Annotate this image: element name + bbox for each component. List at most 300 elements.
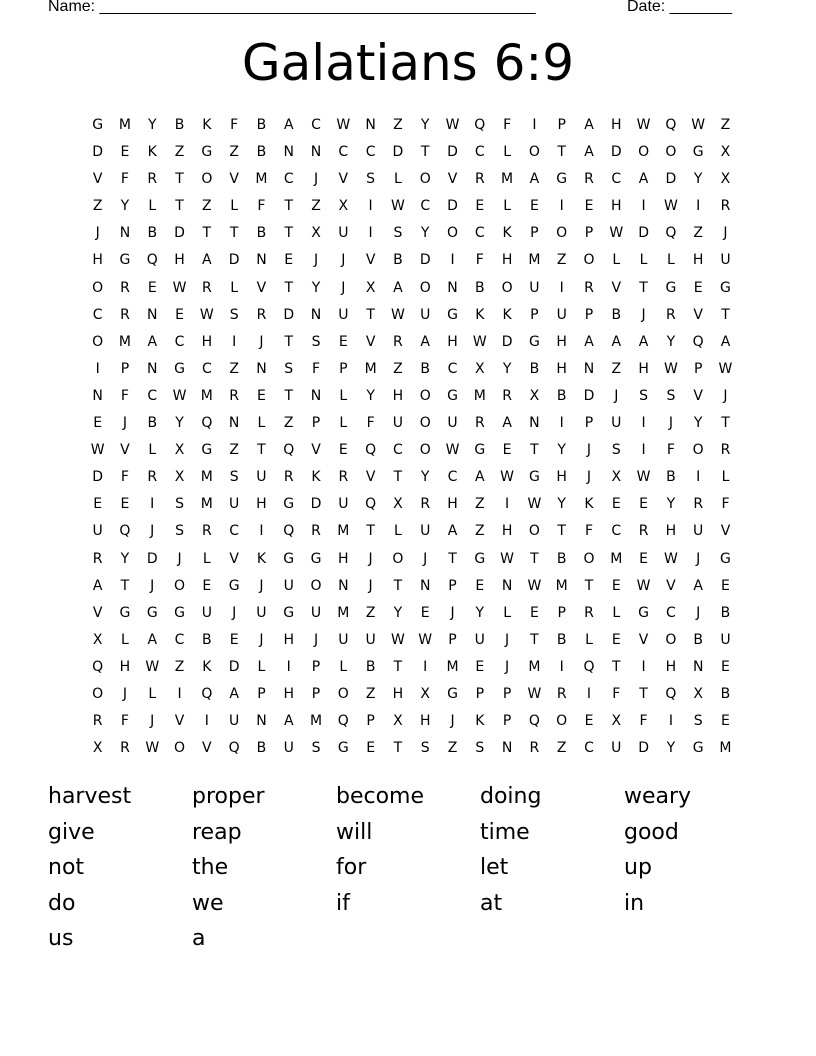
grid-letter: I	[232, 333, 237, 350]
grid-letter: M	[118, 117, 131, 133]
grid-letter: C	[665, 604, 676, 621]
grid-letter: M	[337, 523, 350, 540]
word-list-item: if	[336, 890, 350, 916]
grid-letter: D	[419, 252, 431, 269]
grid-letter: R	[720, 442, 731, 459]
grid-letter: B	[393, 252, 403, 269]
grid-letter: O	[665, 631, 677, 648]
grid-letter: J	[313, 252, 319, 269]
grid-letter: R	[283, 469, 294, 486]
grid-letter: N	[583, 360, 595, 377]
grid-letter: J	[259, 577, 264, 594]
grid-letter: L	[503, 198, 511, 215]
grid-letter: B	[256, 117, 267, 133]
grid-letter: L	[230, 198, 239, 215]
grid-letter: U	[338, 496, 349, 513]
grid-letter: T	[120, 577, 130, 594]
grid-letter: O	[583, 550, 595, 567]
grid-letter: E	[284, 252, 294, 269]
grid-letter: H	[611, 198, 622, 215]
grid-letter: G	[337, 740, 349, 757]
grid-letter: O	[501, 279, 513, 296]
grid-letter: A	[584, 117, 594, 133]
grid-letter: L	[148, 442, 157, 459]
grid-letter: R	[311, 523, 321, 540]
grid-letter: L	[721, 469, 730, 486]
grid-letter: J	[723, 387, 728, 404]
grid-letter: M	[200, 387, 213, 404]
grid-letter: V	[202, 740, 212, 757]
grid-letter: S	[475, 740, 485, 757]
grid-letter: P	[693, 360, 703, 377]
grid-letter: U	[283, 577, 294, 594]
grid-letter: V	[720, 523, 731, 540]
grid-letter: C	[174, 631, 185, 648]
grid-letter: Y	[475, 604, 485, 621]
grid-letter: Q	[365, 496, 377, 513]
grid-letter: J	[505, 658, 510, 675]
grid-letter: O	[419, 279, 431, 296]
grid-letter: J	[232, 604, 237, 621]
grid-letter: N	[501, 577, 513, 594]
grid-letter: C	[365, 144, 376, 161]
grid-letter: J	[95, 225, 100, 242]
grid-letter: V	[174, 713, 185, 730]
grid-letter: G	[174, 360, 185, 377]
grid-letter: B	[147, 225, 158, 242]
grid-letter: T	[612, 658, 621, 675]
grid-letter: O	[419, 171, 431, 188]
grid-letter: A	[420, 333, 430, 350]
grid-letter: P	[502, 713, 512, 730]
grid-letter: E	[693, 279, 703, 296]
grid-letter: V	[92, 171, 103, 188]
grid-letter: X	[174, 442, 185, 459]
grid-letter: V	[693, 387, 703, 404]
grid-letter: Y	[120, 550, 130, 567]
grid-letter: K	[311, 469, 321, 486]
grid-letter: Y	[311, 279, 321, 296]
grid-letter: O	[528, 523, 540, 540]
grid-letter: X	[92, 740, 103, 757]
grid-letter: E	[639, 550, 649, 567]
grid-letter: I	[641, 198, 646, 215]
grid-letter: V	[365, 333, 376, 350]
grid-letter: W	[390, 631, 405, 648]
grid-letter: X	[338, 198, 349, 215]
grid-letter: O	[174, 577, 186, 594]
grid-letter: V	[311, 442, 321, 459]
grid-letter: S	[284, 360, 294, 377]
grid-letter: H	[638, 360, 649, 377]
grid-letter: K	[475, 713, 485, 730]
grid-letter: Q	[528, 713, 540, 730]
grid-letter: M	[473, 387, 486, 404]
grid-letter: H	[665, 523, 677, 540]
grid-letter: Q	[201, 415, 213, 432]
grid-letter: P	[311, 658, 321, 675]
grid-letter: S	[229, 469, 239, 486]
grid-letter: L	[339, 415, 348, 432]
grid-letter: B	[556, 631, 567, 648]
grid-letter: U	[229, 713, 240, 730]
grid-letter: U	[201, 604, 212, 621]
grid-letter: T	[584, 577, 594, 594]
grid-letter: D	[583, 387, 595, 404]
grid-letter: E	[475, 577, 485, 594]
grid-letter: L	[121, 631, 129, 648]
grid-letter: G	[92, 117, 104, 133]
grid-letter: R	[147, 469, 158, 486]
grid-letter: T	[393, 577, 403, 594]
grid-letter: W	[527, 496, 542, 513]
grid-letter: O	[419, 442, 431, 459]
grid-letter: V	[229, 550, 239, 567]
grid-letter: D	[283, 306, 295, 323]
grid-letter: V	[338, 171, 349, 188]
grid-letter: R	[529, 740, 540, 757]
grid-letter: P	[366, 713, 375, 730]
grid-letter: S	[420, 740, 430, 757]
grid-letter: F	[639, 713, 648, 730]
grid-letter: R	[584, 279, 594, 296]
grid-letter: B	[556, 387, 567, 404]
grid-letter: R	[92, 550, 103, 567]
grid-letter: P	[257, 685, 266, 702]
grid-letter: X	[92, 631, 103, 648]
grid-letter: I	[450, 252, 455, 269]
grid-letter: V	[365, 252, 376, 269]
grid-letter: P	[339, 360, 348, 377]
grid-letter: N	[310, 387, 322, 404]
grid-letter: J	[341, 279, 346, 296]
grid-letter: G	[201, 442, 213, 459]
grid-letter: T	[639, 279, 648, 296]
grid-letter: Y	[120, 198, 130, 215]
grid-letter: V	[92, 604, 103, 621]
grid-letter: Y	[557, 496, 566, 513]
grid-letter: G	[447, 387, 458, 404]
grid-letter: T	[393, 658, 403, 675]
word-list-item: proper	[192, 784, 265, 809]
grid-letter: X	[365, 279, 376, 296]
grid-letter: P	[530, 306, 539, 323]
grid-letter: E	[721, 713, 730, 730]
grid-letter: U	[556, 306, 567, 323]
grid-letter: Q	[665, 685, 677, 702]
grid-letter: J	[150, 523, 155, 540]
grid-letter: A	[393, 279, 403, 296]
grid-letter: K	[202, 117, 212, 133]
grid-letter: N	[310, 306, 322, 323]
grid-letter: H	[201, 333, 213, 350]
grid-letter: H	[256, 496, 267, 513]
grid-letter: F	[612, 685, 621, 702]
grid-letter: W	[445, 117, 460, 133]
grid-letter: M	[446, 658, 459, 675]
grid-letter: H	[611, 117, 622, 133]
grid-letter: U	[447, 415, 458, 432]
grid-letter: G	[720, 550, 731, 567]
grid-letter: H	[447, 496, 458, 513]
grid-letter: U	[529, 279, 540, 296]
word-list-item: a	[192, 926, 206, 951]
grid-letter: Q	[228, 740, 240, 757]
grid-letter: J	[368, 577, 373, 594]
grid-letter: A	[638, 171, 649, 188]
grid-letter: V	[256, 279, 267, 296]
grid-letter: I	[641, 442, 646, 459]
grid-letter: T	[530, 442, 539, 459]
grid-letter: Y	[175, 415, 184, 432]
grid-letter: N	[147, 360, 158, 377]
grid-letter: U	[92, 523, 103, 540]
word-list-item: time	[480, 819, 530, 845]
grid-letter: Z	[720, 117, 731, 133]
grid-letter: F	[366, 415, 375, 432]
grid-letter: T	[393, 740, 403, 757]
word-list-item: become	[336, 784, 425, 809]
grid-letter: E	[529, 604, 539, 621]
grid-letter: G	[146, 604, 158, 621]
grid-letter: P	[584, 306, 594, 323]
grid-letter: X	[611, 713, 622, 730]
grid-letter: W	[199, 306, 214, 323]
grid-letter: T	[393, 469, 403, 486]
grid-letter: Q	[665, 225, 677, 242]
grid-letter: Y	[420, 469, 430, 486]
grid-letter: R	[201, 523, 212, 540]
grid-letter: I	[696, 198, 701, 215]
grid-letter: L	[257, 415, 266, 432]
grid-letter: C	[611, 523, 622, 540]
grid-letter: T	[284, 279, 293, 296]
grid-letter: R	[120, 306, 130, 323]
grid-letter: H	[556, 360, 567, 377]
grid-letter: N	[338, 577, 349, 594]
grid-letter: J	[313, 631, 319, 648]
grid-letter: W	[527, 685, 542, 702]
grid-letter: K	[584, 496, 594, 513]
grid-letter: L	[257, 658, 266, 675]
grid-letter: T	[448, 550, 457, 567]
grid-letter: T	[284, 198, 293, 215]
grid-letter: J	[313, 171, 319, 188]
grid-letter: H	[338, 550, 349, 567]
grid-letter: Z	[229, 360, 239, 377]
grid-letter: W	[390, 198, 405, 215]
grid-letter: K	[475, 306, 485, 323]
grid-letter: E	[147, 279, 157, 296]
grid-letter: W	[609, 225, 624, 242]
grid-letter: G	[474, 550, 486, 567]
grid-letter: C	[311, 117, 321, 133]
grid-letter: Y	[502, 360, 512, 377]
grid-letter: S	[175, 496, 184, 513]
grid-letter: E	[611, 631, 621, 648]
grid-letter: C	[92, 306, 103, 323]
grid-letter: B	[420, 360, 431, 377]
grid-letter: I	[559, 658, 564, 675]
grid-letter: D	[665, 171, 677, 188]
grid-letter: D	[501, 333, 513, 350]
grid-letter: C	[147, 387, 158, 404]
grid-letter: Y	[420, 117, 430, 133]
grid-letter: S	[311, 333, 321, 350]
grid-letter: U	[693, 523, 704, 540]
grid-letter: J	[586, 469, 592, 486]
grid-letter: D	[146, 550, 158, 567]
grid-letter: O	[310, 577, 322, 594]
grid-letter: A	[92, 577, 103, 594]
grid-letter: N	[529, 415, 540, 432]
grid-letter: F	[475, 252, 484, 269]
grid-letter: B	[475, 279, 485, 296]
grid-letter: T	[721, 415, 730, 432]
grid-letter: E	[338, 333, 348, 350]
grid-letter: T	[420, 144, 430, 161]
grid-letter: Z	[174, 658, 185, 675]
grid-letter: Z	[283, 415, 294, 432]
grid-letter: J	[696, 604, 701, 621]
grid-letter: W	[636, 577, 651, 594]
grid-letter: I	[696, 469, 701, 486]
grid-letter: B	[256, 144, 267, 161]
grid-letter: I	[641, 415, 646, 432]
grid-letter: R	[229, 387, 239, 404]
grid-letter: L	[585, 631, 593, 648]
grid-letter: G	[283, 496, 295, 513]
grid-letter: S	[366, 171, 376, 188]
word-search-grid	[84, 112, 744, 762]
grid-letter: T	[557, 523, 566, 540]
grid-letter: R	[666, 306, 676, 323]
grid-letter: W	[90, 442, 105, 459]
grid-letter: C	[447, 360, 458, 377]
grid-letter: F	[257, 198, 266, 215]
grid-letter: Y	[147, 117, 157, 133]
grid-letter: J	[614, 387, 619, 404]
grid-letter: L	[394, 171, 402, 188]
grid-letter: E	[120, 144, 130, 161]
grid-letter: D	[92, 469, 104, 486]
grid-letter: H	[501, 252, 513, 269]
grid-letter: W	[663, 550, 678, 567]
grid-letter: I	[423, 658, 428, 675]
grid-letter: O	[419, 415, 431, 432]
grid-letter: I	[204, 713, 209, 730]
grid-letter: Y	[666, 333, 676, 350]
grid-letter: X	[529, 387, 540, 404]
word-list-item: at	[480, 890, 503, 916]
grid-letter: G	[692, 740, 704, 757]
grid-letter: C	[338, 144, 349, 161]
grid-letter: L	[339, 387, 348, 404]
grid-letter: W	[145, 740, 160, 757]
grid-letter: E	[420, 604, 430, 621]
grid-letter: I	[177, 685, 182, 702]
grid-letter: P	[475, 685, 485, 702]
grid-letter: A	[502, 415, 512, 432]
grid-letter: N	[256, 713, 267, 730]
grid-letter: F	[721, 496, 730, 513]
grid-letter: N	[419, 577, 431, 594]
grid-letter: Z	[393, 360, 403, 377]
grid-letter: W	[691, 117, 706, 133]
grid-letter: J	[668, 415, 673, 432]
grid-letter: V	[229, 171, 239, 188]
grid-letter: V	[611, 279, 622, 296]
grid-letter: T	[530, 631, 539, 648]
grid-letter: V	[120, 442, 130, 459]
grid-letter: P	[448, 631, 457, 648]
grid-letter: J	[641, 306, 646, 323]
grid-letter: B	[256, 740, 267, 757]
grid-letter: Z	[611, 360, 622, 377]
grid-letter: B	[720, 604, 731, 621]
grid-letter: U	[420, 523, 431, 540]
grid-letter: E	[721, 658, 730, 675]
grid-letter: G	[174, 604, 185, 621]
grid-letter: J	[450, 713, 455, 730]
grid-letter: E	[611, 496, 621, 513]
grid-letter: R	[638, 523, 649, 540]
grid-letter: I	[641, 658, 646, 675]
word-list-item: not	[48, 855, 85, 880]
grid-letter: L	[666, 252, 675, 269]
word-list-item: for	[336, 855, 367, 880]
grid-letter: A	[202, 252, 212, 269]
grid-letter: K	[502, 306, 512, 323]
grid-letter: I	[559, 279, 564, 296]
grid-letter: A	[529, 171, 540, 188]
grid-letter: P	[530, 225, 539, 242]
word-list-item: do	[48, 890, 76, 916]
grid-letter: L	[639, 252, 648, 269]
grid-letter: J	[423, 550, 428, 567]
grid-letter: O	[692, 442, 704, 459]
grid-letter: Z	[92, 198, 103, 215]
grid-letter: G	[556, 171, 568, 188]
grid-letter: C	[420, 198, 431, 215]
grid-letter: O	[92, 279, 104, 296]
grid-letter: W	[718, 360, 733, 377]
grid-letter: K	[147, 144, 157, 161]
word-list-item: up	[624, 855, 652, 880]
grid-letter: J	[259, 631, 264, 648]
grid-letter: C	[447, 469, 458, 486]
grid-letter: I	[259, 523, 264, 540]
grid-letter: T	[175, 171, 184, 188]
grid-letter: H	[119, 658, 131, 675]
grid-letter: W	[445, 442, 460, 459]
grid-letter: P	[448, 577, 457, 594]
grid-letter: A	[638, 333, 649, 350]
grid-letter: T	[284, 225, 293, 242]
grid-letter: G	[283, 604, 295, 621]
grid-letter: Z	[447, 740, 458, 757]
grid-letter: B	[556, 550, 567, 567]
grid-letter: F	[230, 117, 239, 133]
grid-letter: S	[611, 442, 621, 459]
grid-letter: F	[120, 713, 129, 730]
grid-letter: N	[283, 144, 294, 161]
grid-letter: M	[255, 171, 268, 188]
word-list-item: weary	[624, 784, 692, 809]
grid-letter: O	[201, 171, 213, 188]
grid-letter: A	[283, 713, 294, 730]
grid-letter: Y	[666, 740, 676, 757]
